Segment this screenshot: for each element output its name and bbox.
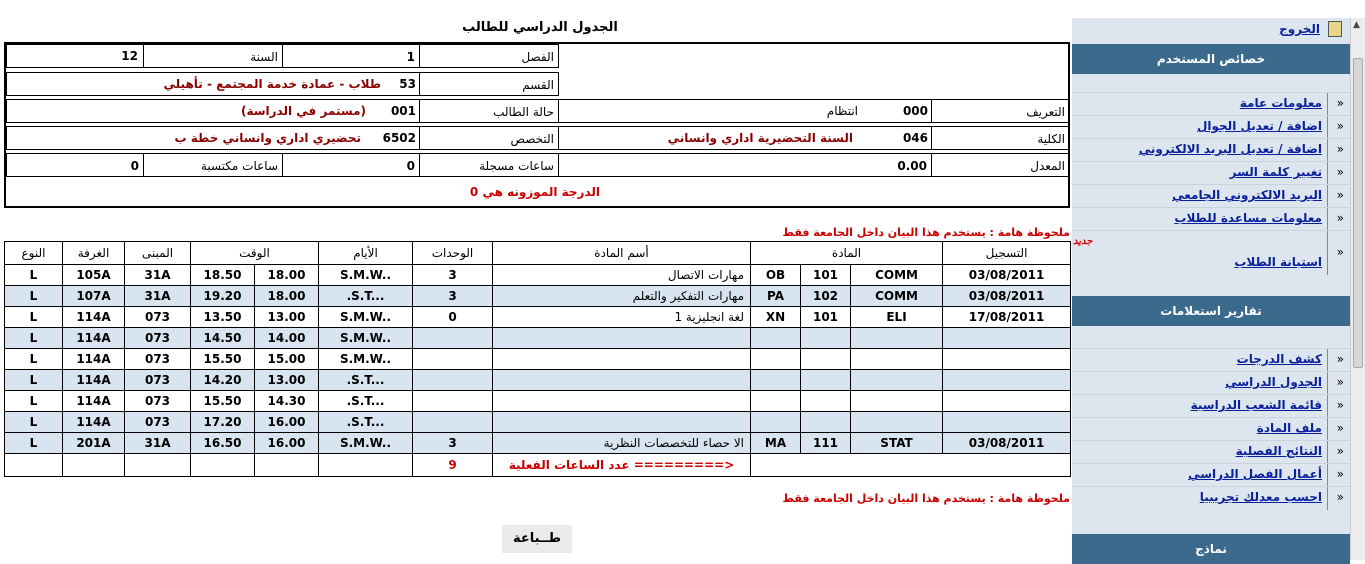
- cell-sec: [751, 370, 801, 391]
- cell-from: 13.00: [255, 370, 319, 391]
- cell-days: .S.T...: [319, 391, 413, 412]
- cell-from: 14.00: [255, 328, 319, 349]
- college-value: 046: [902, 131, 928, 145]
- cell-dept: [851, 391, 943, 412]
- double-chevron-icon: »: [1336, 421, 1344, 435]
- registered-hours-label: ساعات مسجلة: [419, 153, 559, 177]
- cell-from: 18.00: [255, 286, 319, 307]
- cell-date: [943, 391, 1071, 412]
- cell-to: 18.50: [191, 265, 255, 286]
- cell-days: S.M.W..: [319, 307, 413, 328]
- cell-from: 13.00: [255, 307, 319, 328]
- page-title: الجدول الدراسي للطالب: [462, 20, 618, 35]
- cell-days: S.M.W..: [319, 433, 413, 454]
- cell-type: L: [5, 286, 63, 307]
- cell-room: 107A: [63, 286, 125, 307]
- cell-to: 14.50: [191, 328, 255, 349]
- cell-to: 17.20: [191, 412, 255, 433]
- sidebar-link[interactable]: البريد الالكتروني الجامعي: [1172, 188, 1322, 202]
- schedule-table: [4, 241, 1071, 477]
- sidebar-item[interactable]: [1072, 207, 1350, 230]
- divider: [1327, 139, 1328, 162]
- divider: [1327, 464, 1328, 487]
- cell-room: 201A: [63, 433, 125, 454]
- cell-units: 3: [413, 433, 493, 454]
- double-chevron-icon: »: [1336, 398, 1344, 412]
- double-chevron-icon: »: [1336, 119, 1344, 133]
- semester-value: 1: [282, 44, 420, 68]
- major-value: 6502: [382, 131, 416, 145]
- sidebar-item[interactable]: [1072, 463, 1350, 486]
- gpa-label: المعدل: [931, 153, 1070, 177]
- earned-hours-label: ساعات مكتسبة: [143, 153, 283, 177]
- year-value: 12: [121, 49, 138, 63]
- cell-dept: [851, 370, 943, 391]
- cell-name: [493, 349, 751, 370]
- cell-to: 14.20: [191, 370, 255, 391]
- cell-bld: 073: [125, 307, 191, 328]
- double-chevron-icon: »: [1336, 142, 1344, 156]
- table-row: [5, 391, 1071, 412]
- cell-to: 15.50: [191, 391, 255, 412]
- sidebar-link[interactable]: اضافة / تعديل الجوال: [1196, 119, 1322, 133]
- study-mode: انتظام: [826, 104, 858, 118]
- cell-sec: [751, 349, 801, 370]
- table-row: [5, 433, 1071, 454]
- double-chevron-icon: »: [1336, 467, 1344, 481]
- cell-sec: MA: [751, 433, 801, 454]
- weighted-grade-note: الدرجة الموزونه هي 0: [469, 185, 600, 199]
- cell-to: 15.50: [191, 349, 255, 370]
- cell-num: 102: [801, 286, 851, 307]
- major-label: التخصص: [419, 126, 559, 150]
- sidebar-item[interactable]: [1072, 138, 1350, 161]
- double-chevron-icon: »: [1336, 245, 1344, 259]
- cell-room: 105A: [63, 265, 125, 286]
- new-badge: جديد: [1073, 236, 1093, 247]
- cell-name: [493, 370, 751, 391]
- year-label: السنة: [143, 44, 283, 68]
- cell-days: .S.T...: [319, 412, 413, 433]
- cell-name: [493, 328, 751, 349]
- table-row: [5, 286, 1071, 307]
- cell-sec: OB: [751, 265, 801, 286]
- cell-days: S.M.W..: [319, 265, 413, 286]
- sidebar-item[interactable]: [1072, 371, 1350, 394]
- table-row: [5, 370, 1071, 391]
- double-chevron-icon: »: [1336, 490, 1344, 504]
- cell-type: L: [5, 328, 63, 349]
- sidebar-link[interactable]: ملف المادة: [1256, 421, 1322, 435]
- sidebar-item[interactable]: [1072, 115, 1350, 138]
- double-chevron-icon: »: [1336, 96, 1344, 110]
- cell-date: 17/08/2011: [943, 307, 1071, 328]
- student-info-panel: [4, 42, 1070, 208]
- cell-type: L: [5, 349, 63, 370]
- sidebar-link[interactable]: كشف الدرجات: [1236, 352, 1322, 366]
- divider: [1327, 418, 1328, 441]
- major-text: تحضيري اداري وانساني خطة ب: [174, 131, 361, 145]
- cell-room: 114A: [63, 307, 125, 328]
- cell-room: 114A: [63, 349, 125, 370]
- sidebar-link[interactable]: الجدول الدراسي: [1225, 375, 1322, 389]
- section-reports: تقارير استعلامات: [1072, 296, 1350, 326]
- college-label: الكلية: [931, 126, 1070, 150]
- cell-days: S.M.W..: [319, 328, 413, 349]
- cell-dept: COMM: [851, 286, 943, 307]
- cell-units: [413, 370, 493, 391]
- cell-bld: 073: [125, 370, 191, 391]
- scroll-up-icon[interactable]: ▲: [1353, 20, 1360, 30]
- cell-room: 114A: [63, 391, 125, 412]
- sidebar-link[interactable]: النتائج الفصلية: [1235, 444, 1322, 458]
- cell-num: 101: [801, 265, 851, 286]
- cell-units: [413, 349, 493, 370]
- department-label: القسم: [419, 72, 559, 96]
- cell-to: 19.20: [191, 286, 255, 307]
- cell-bld: 31A: [125, 265, 191, 286]
- logout-row[interactable]: [1072, 18, 1350, 42]
- cell-sec: XN: [751, 307, 801, 328]
- notice-bottom: ملحوظة هامة : يستخدم هذا البيان داخل الجامعة فقط: [782, 492, 1070, 505]
- double-chevron-icon: »: [1336, 188, 1344, 202]
- college-text: السنة التحضيرية اداري وانساني: [667, 131, 853, 145]
- table-row: [5, 265, 1071, 286]
- section-user-properties: خصائص المستخدم: [1072, 44, 1350, 74]
- cell-num: [801, 370, 851, 391]
- sidebar-link[interactable]: أعمال الفصل الدراسي: [1188, 467, 1322, 481]
- divider: [1327, 93, 1328, 116]
- logout-link[interactable]: الخروج: [1279, 22, 1320, 36]
- notice-top: ملحوظة هامة : يستخدم هذا البيان داخل الجامعة فقط: [782, 226, 1070, 239]
- cell-num: [801, 391, 851, 412]
- cell-date: [943, 412, 1071, 433]
- scrollbar[interactable]: [1350, 18, 1365, 560]
- sidebar-item[interactable]: [1072, 486, 1350, 509]
- cell-from: 16.00: [255, 433, 319, 454]
- sidebar-link[interactable]: تغيير كلمة السر: [1229, 165, 1322, 179]
- gpa-value: 0.00: [558, 153, 932, 177]
- header-units: الوحدات: [413, 242, 493, 265]
- divider: [1327, 116, 1328, 139]
- earned-hours-value: 0: [6, 153, 144, 177]
- cell-type: L: [5, 265, 63, 286]
- cell-name: مهارات الاتصال: [493, 265, 751, 286]
- cell-bld: 073: [125, 328, 191, 349]
- cell-units: [413, 328, 493, 349]
- status-text: (مستمر في الدراسة): [240, 104, 366, 118]
- cell-sec: [751, 391, 801, 412]
- cell-date: 03/08/2011: [943, 433, 1071, 454]
- cell-type: L: [5, 433, 63, 454]
- status-value: 001: [390, 104, 416, 118]
- sidebar-item[interactable]: [1072, 394, 1350, 417]
- cell-days: .S.T...: [319, 286, 413, 307]
- sidebar-item[interactable]: [1072, 161, 1350, 184]
- cell-room: 114A: [63, 370, 125, 391]
- registered-hours-value: 0: [282, 153, 420, 177]
- cell-date: [943, 328, 1071, 349]
- header-course: المادة: [751, 242, 943, 265]
- semester-label: الفصل: [419, 44, 559, 68]
- cell-from: 16.00: [255, 412, 319, 433]
- cell-room: 114A: [63, 328, 125, 349]
- cell-type: L: [5, 391, 63, 412]
- cell-dept: COMM: [851, 265, 943, 286]
- sidebar-item[interactable]: [1072, 440, 1350, 463]
- department-text: طلاب - عمادة خدمة المجتمع - تأهيلي: [163, 77, 381, 91]
- cell-units: 3: [413, 265, 493, 286]
- cell-name: مهارات التفكير والتعلم: [493, 286, 751, 307]
- scroll-thumb[interactable]: [1353, 58, 1363, 368]
- table-row: [5, 328, 1071, 349]
- cell-dept: [851, 349, 943, 370]
- door-icon: [1328, 21, 1342, 37]
- divider: [1327, 441, 1328, 464]
- id-label: التعريف: [931, 99, 1070, 123]
- cell-from: 14.30: [255, 391, 319, 412]
- total-hours-label: عدد الساعات الفعلية =========>: [493, 454, 751, 477]
- cell-date: 03/08/2011: [943, 286, 1071, 307]
- total-hours-value: 9: [413, 454, 493, 477]
- cell-to: 16.50: [191, 433, 255, 454]
- cell-to: 13.50: [191, 307, 255, 328]
- cell-date: 03/08/2011: [943, 265, 1071, 286]
- sidebar-link[interactable]: قائمة الشعب الدراسية: [1190, 398, 1322, 412]
- status-label: حالة الطالب: [419, 99, 559, 123]
- sidebar-item[interactable]: [1072, 348, 1350, 371]
- cell-num: [801, 328, 851, 349]
- cell-days: .S.T...: [319, 370, 413, 391]
- cell-bld: 073: [125, 412, 191, 433]
- cell-sec: [751, 412, 801, 433]
- cell-units: 3: [413, 286, 493, 307]
- sidebar-item[interactable]: [1072, 230, 1350, 274]
- header-time: الوقت: [191, 242, 319, 265]
- cell-units: 0: [413, 307, 493, 328]
- sidebar: [1072, 18, 1350, 560]
- cell-type: L: [5, 307, 63, 328]
- double-chevron-icon: »: [1336, 211, 1344, 225]
- cell-num: 101: [801, 307, 851, 328]
- cell-dept: ELI: [851, 307, 943, 328]
- cell-date: [943, 370, 1071, 391]
- sidebar-link[interactable]: معلومات مساعدة للطلاب: [1174, 211, 1322, 225]
- cell-units: [413, 412, 493, 433]
- double-chevron-icon: »: [1336, 444, 1344, 458]
- cell-name: [493, 391, 751, 412]
- double-chevron-icon: »: [1336, 165, 1344, 179]
- schedule-header-row: [5, 242, 1071, 265]
- header-course-name: أسم المادة: [493, 242, 751, 265]
- cell-bld: 31A: [125, 286, 191, 307]
- divider: [1327, 185, 1328, 208]
- cell-units: [413, 391, 493, 412]
- cell-name: لغة انجليزية 1: [493, 307, 751, 328]
- cell-bld: 31A: [125, 433, 191, 454]
- cell-dept: [851, 328, 943, 349]
- cell-name: [493, 412, 751, 433]
- cell-num: [801, 349, 851, 370]
- table-row: [5, 412, 1071, 433]
- double-chevron-icon: »: [1336, 352, 1344, 366]
- cell-num: [801, 412, 851, 433]
- cell-type: L: [5, 370, 63, 391]
- header-room: الغرفة: [63, 242, 125, 265]
- header-registration: التسجيل: [943, 242, 1071, 265]
- divider: [1327, 162, 1328, 185]
- sidebar-item[interactable]: [1072, 92, 1350, 115]
- cell-from: 15.00: [255, 349, 319, 370]
- table-row: [5, 307, 1071, 328]
- id-value: 000: [902, 104, 928, 118]
- divider: [1327, 349, 1328, 372]
- sidebar-link[interactable]: اضافة / تعديل البريد الالكتروني: [1138, 142, 1322, 156]
- divider: [1327, 487, 1328, 510]
- cell-bld: 073: [125, 349, 191, 370]
- cell-sec: [751, 328, 801, 349]
- sidebar-link[interactable]: احسب معدلك تجريبيا: [1199, 490, 1322, 504]
- cell-date: [943, 349, 1071, 370]
- cell-num: 111: [801, 433, 851, 454]
- department-value: 53: [399, 77, 416, 91]
- print-button[interactable]: طــباعة: [502, 525, 572, 553]
- divider: [1327, 372, 1328, 395]
- total-row: [5, 454, 1071, 477]
- table-row: [5, 349, 1071, 370]
- cell-dept: [851, 412, 943, 433]
- cell-name: الا حصاء للتخصصات النظرية: [493, 433, 751, 454]
- sidebar-item[interactable]: [1072, 184, 1350, 207]
- sidebar-item[interactable]: [1072, 417, 1350, 440]
- header-building: المبنى: [125, 242, 191, 265]
- double-chevron-icon: »: [1336, 375, 1344, 389]
- cell-dept: STAT: [851, 433, 943, 454]
- cell-type: L: [5, 412, 63, 433]
- cell-room: 114A: [63, 412, 125, 433]
- header-days: الأيام: [319, 242, 413, 265]
- cell-from: 18.00: [255, 265, 319, 286]
- divider: [1327, 231, 1328, 275]
- divider: [1327, 208, 1328, 231]
- sidebar-link[interactable]: معلومات عامة: [1239, 96, 1322, 110]
- cell-sec: PA: [751, 286, 801, 307]
- cell-bld: 073: [125, 391, 191, 412]
- divider: [1327, 395, 1328, 418]
- sidebar-link[interactable]: استبانة الطلاب: [1234, 255, 1322, 269]
- header-type: النوع: [5, 242, 63, 265]
- section-forms: نماذج: [1072, 534, 1350, 564]
- cell-days: S.M.W..: [319, 349, 413, 370]
